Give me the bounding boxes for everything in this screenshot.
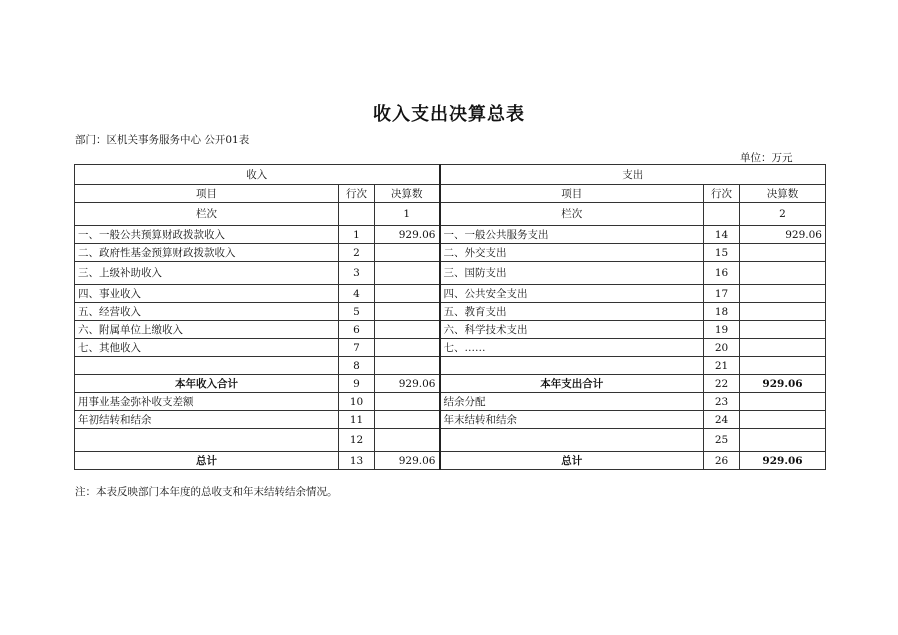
table-row (75, 285, 826, 303)
expense-amount-cell (740, 411, 826, 429)
income-item-cell: 七、其他收入 (75, 339, 339, 357)
expense-rowno-cell: 14 (704, 226, 740, 244)
income-item-cell (75, 429, 339, 452)
income-item-cell: 三、上级补助收入 (75, 262, 339, 285)
table-row (75, 321, 826, 339)
expense-amount-header: 决算数 (740, 185, 826, 203)
income-col-number: 1 (375, 203, 440, 226)
income-amount-cell (375, 393, 440, 411)
expense-lanci: 栏次 (440, 203, 704, 226)
budget-table (74, 164, 826, 470)
expense-amount-cell (740, 285, 826, 303)
expense-item-cell: 六、科学技术支出 (440, 321, 704, 339)
expense-rowno-cell: 18 (704, 303, 740, 321)
income-item-cell: 年初结转和结余 (75, 411, 339, 429)
income-item-cell: 四、事业收入 (75, 285, 339, 303)
income-amount-cell: 929.06 (375, 375, 440, 393)
income-item-cell: 五、经营收入 (75, 303, 339, 321)
expense-amount-cell (740, 244, 826, 262)
income-rowno-cell: 1 (339, 226, 375, 244)
income-amount-cell (375, 285, 440, 303)
expense-item-cell (440, 429, 704, 452)
income-amount-cell (375, 321, 440, 339)
expense-item-cell: 本年支出合计 (440, 375, 704, 393)
expense-lanci-empty (704, 203, 740, 226)
income-lanci-empty (339, 203, 375, 226)
expense-item-header: 项目 (440, 185, 704, 203)
expense-item-cell: 四、公共安全支出 (440, 285, 704, 303)
expense-amount-cell (740, 357, 826, 375)
income-rowno-cell: 2 (339, 244, 375, 262)
table-row (75, 262, 826, 285)
expense-item-cell: 二、外交支出 (440, 244, 704, 262)
income-amount-cell (375, 357, 440, 375)
income-lanci: 栏次 (75, 203, 339, 226)
table-row (75, 244, 826, 262)
expense-rowno-cell: 19 (704, 321, 740, 339)
expense-rowno-cell: 23 (704, 393, 740, 411)
expense-rowno-cell: 25 (704, 429, 740, 452)
table-row (75, 429, 826, 452)
income-item-cell: 一、一般公共预算财政拨款收入 (75, 226, 339, 244)
table-row (75, 393, 826, 411)
income-header: 收入 (75, 165, 440, 185)
income-rowno-cell: 8 (339, 357, 375, 375)
income-amount-cell (375, 303, 440, 321)
expense-amount-cell: 929.06 (740, 452, 826, 470)
income-rowno-cell: 13 (339, 452, 375, 470)
income-item-cell (75, 357, 339, 375)
income-rowno-cell: 6 (339, 321, 375, 339)
income-amount-cell (375, 244, 440, 262)
expense-amount-cell: 929.06 (740, 226, 826, 244)
expense-amount-cell (740, 262, 826, 285)
income-item-header: 项目 (75, 185, 339, 203)
expense-amount-cell: 929.06 (740, 375, 826, 393)
expense-item-cell (440, 357, 704, 375)
income-amount-cell (375, 339, 440, 357)
section-header-row (75, 165, 826, 185)
income-amount-cell (375, 429, 440, 452)
income-amount-cell: 929.06 (375, 226, 440, 244)
table-row (75, 375, 826, 393)
expense-item-cell: 七、…… (440, 339, 704, 357)
lanci-row (75, 203, 826, 226)
expense-item-cell: 一、一般公共服务支出 (440, 226, 704, 244)
expense-item-cell: 总计 (440, 452, 704, 470)
footnote: 注：本表反映部门本年度的总收支和年末结转结余情况。 (75, 486, 338, 498)
expense-rowno-cell: 15 (704, 244, 740, 262)
income-amount-cell: 929.06 (375, 452, 440, 470)
expense-header: 支出 (440, 165, 826, 185)
income-rowno-cell: 10 (339, 393, 375, 411)
expense-item-cell: 结余分配 (440, 393, 704, 411)
expense-item-cell: 三、国防支出 (440, 262, 704, 285)
table-row (75, 452, 826, 470)
expense-amount-cell (740, 393, 826, 411)
expense-rowno-cell: 21 (704, 357, 740, 375)
income-item-cell: 总计 (75, 452, 339, 470)
income-rowno-cell: 7 (339, 339, 375, 357)
expense-rowno-header: 行次 (704, 185, 740, 203)
expense-rowno-cell: 16 (704, 262, 740, 285)
income-amount-cell (375, 411, 440, 429)
table-row (75, 303, 826, 321)
expense-item-cell: 五、教育支出 (440, 303, 704, 321)
income-rowno-cell: 5 (339, 303, 375, 321)
table-row (75, 357, 826, 375)
table-row (75, 226, 826, 244)
income-rowno-cell: 9 (339, 375, 375, 393)
income-rowno-cell: 4 (339, 285, 375, 303)
table-body (75, 226, 826, 470)
income-rowno-cell: 11 (339, 411, 375, 429)
expense-amount-cell (740, 429, 826, 452)
table-row (75, 411, 826, 429)
income-amount-header: 决算数 (375, 185, 440, 203)
expense-amount-cell (740, 321, 826, 339)
expense-amount-cell (740, 303, 826, 321)
table-row (75, 339, 826, 357)
department-label: 部门：区机关事务服务中心 公开01表 (75, 134, 250, 146)
column-header-row (75, 185, 826, 203)
income-item-cell: 二、政府性基金预算财政拨款收入 (75, 244, 339, 262)
income-item-cell: 用事业基金弥补收支差额 (75, 393, 339, 411)
expense-rowno-cell: 26 (704, 452, 740, 470)
expense-rowno-cell: 22 (704, 375, 740, 393)
income-item-cell: 本年收入合计 (75, 375, 339, 393)
expense-rowno-cell: 20 (704, 339, 740, 357)
unit-label: 单位：万元 (740, 152, 793, 164)
expense-col-number: 2 (740, 203, 826, 226)
income-rowno-cell: 12 (339, 429, 375, 452)
expense-item-cell: 年末结转和结余 (440, 411, 704, 429)
income-amount-cell (375, 262, 440, 285)
expense-amount-cell (740, 339, 826, 357)
income-rowno-header: 行次 (339, 185, 375, 203)
income-item-cell: 六、附属单位上缴收入 (75, 321, 339, 339)
expense-rowno-cell: 24 (704, 411, 740, 429)
expense-rowno-cell: 17 (704, 285, 740, 303)
page-title: 收入支出决算总表 (373, 104, 525, 125)
income-rowno-cell: 3 (339, 262, 375, 285)
